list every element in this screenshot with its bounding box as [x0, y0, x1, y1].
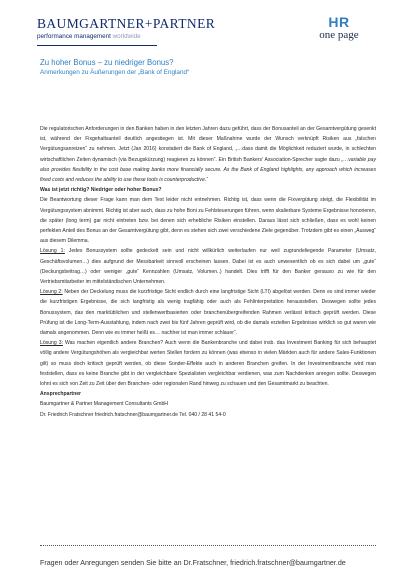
- footer-divider: [40, 545, 376, 546]
- contact-line: Dr. Friedrich Fratschner friedrich.fratschner@baumgartner.de Tel. 040 / 28 41 54-0: [40, 411, 226, 418]
- footer-text: Fragen oder Anregungen senden Sie bitte an Dr.Fratschner, friedrich.fratschner@baumgartner.de: [40, 559, 346, 567]
- intro-paragraph: [40, 124, 376, 185]
- solution-2-text: Neben der Deckelung muss die kurzfristige Sicht endlich durch eine langfristige Sicht (LTI) abgelöst werden. Denn es sind immer wieder die kurzfristigen Ergebnisse, die sich langfristig als wenig tragfähig oder auch als Fehlinterpretation herausstellen. Deswegen sollte jedes Bonussystem, das den marktüblichen und stellenwertbasierten oder branchenübergreifenden Rahmen verlässt kritisch geprüft werden. Diese Prüfung ist die Long-Term-Ausstahlung, indem nach zwei bis fünf Jahren geprüft wird, ob die damals erzielten Ergebnisse wirklich so gut waren wie damals angenommen. Denn wie es immer heißt es… nachher ist man immer schlauer“.: [40, 289, 376, 337]
- solution-1: [40, 246, 376, 287]
- document-subtitle: Anmerkungen zu Äußerungen der „Bank of England“: [40, 69, 190, 76]
- document-title: Zu hoher Bonus – zu niedriger Bonus?: [40, 58, 174, 67]
- answer-paragraph: Die Beantwortung dieser Frage kann man dem Text leider nicht entnehmen. Richtig ist, dass wenn die Fixvergütung steigt, die Flexibilität im Vergütungssystem abnimmt. Richtig ist aber auch, dass zu hohe Boni zu Fehlsteuerungen führen, wenn skalierbare Systeme Ergebnisse honorieren, die später (long term) gar nicht eintreten bzw. bei denen sich erhebliche Risiken einstellen. Daraus lässt sich schließen, dass es wohl keinen perfekten Anteil des Bonus an der Gesamtvergütung gibt, denn es stehen sich zwei verschiedene Ziele gegenüber. Trotzdem gibt es einen „Ausweg“ aus diesem Dilemma.: [40, 197, 376, 245]
- solution-3-text: Was machen eigentlich andere Branchen? Auch wenn die Bankenbranche und dabei insb. das Investment Banking für sich behauptet völlig andere Vergütungshöhen als vergleichbar werten Stellen fordern zu können (was ebenso in vielen Märkten auch für andere Sales-Funktionen gilt) so muss doch kritisch geprüft werden, ob diese Sonder-Effekte auch in anderen Branchen greifen. In der Investmentbranche wird man feststellen, dass es keine Branche gibt in der vergleichbare Spezialisten vergleichbar verdienen, was zum Nachdenken anregen sollte. Deswegen lohnt es sich von Zeit zu Zeit über den Branchen- oder regionalen Rand hinweg zu schauen und den Gesamtmarkt zu beachten.: [40, 340, 376, 388]
- intro-text: Die regulatorischen Anforderungen in den Banken haben in den letzten Jahren dazu geführt, dass der Bonusanteil an der Gesamtvergütung gesenkt ist, während der Fixgehaltsanteil deutlich angestiegen ist. Mit dieser Maßnahme wurde der Wunsch verknüpft Risiken aus „falschen Vergütungsanreizen“ zu nehmen. Jetzt (Jan 2016) konstatiert die Bank of England, „…dass damit die Möglichkeit reduziert wurde, in schlechten wirtschaftlichen Zeiten dynamisch (via Bezugskürzung) reagieren zu können“. Ein British Bankers' Association-Sprecher sagte dazu: [40, 126, 376, 163]
- contact-heading: Ansprechpartner: [40, 391, 82, 398]
- solution-3-label: Lösung 3:: [40, 340, 63, 347]
- hr-one-page-badge: [300, 16, 378, 41]
- logo-brand: BAUMGARTNER+PARTNER: [37, 16, 216, 31]
- question-heading: Was ist jetzt richtig? Niedriger oder hoher Bonus?: [40, 187, 162, 194]
- badge-one-page: one page: [319, 29, 359, 41]
- company-logo: [37, 16, 215, 40]
- logo-tagline-main: performance management: [37, 33, 111, 40]
- company-name: Baumgartner & Partner Management Consultants GmbH: [40, 401, 168, 408]
- solution-2: [40, 287, 376, 338]
- article-body: [40, 124, 376, 420]
- badge-hr: HR: [328, 14, 350, 30]
- solution-3: [40, 338, 376, 389]
- solution-1-label: Lösung 1:: [40, 248, 65, 255]
- solution-1-text: Jedes Bonussystem sollte gedeckelt sein und nicht willkürlich weiterlaufen nur weil zugrundeliegende Parameter (Umsatz, Geschäftsvolumen…) dies aufgrund der Messbarkeit sinnvoll erscheinen lassen. Dabei ist es auch unwesentlich ob es sich dabei um „gute“ (Deckungsbeitrag…) oder weniger „gute“ Kennzahlen (Umsatz, Volumen..) handelt. Dies trifft für den Banker genauso zu wie für den Vertriebsmitarbeiter im mittelständischen Unternehmen.: [40, 248, 377, 286]
- solution-2-label: Lösung 2:: [40, 289, 63, 296]
- intro-quote: „…variable pay also provides flexibility in the cost base making banks more financially secure. As the Bank of England highlights, any approach which increases fixed costs and reduces the ability to use these tools is counterproductive.“: [40, 156, 376, 184]
- logo-tagline: [37, 33, 215, 40]
- logo-underline: [37, 45, 157, 46]
- logo-tagline-suffix: worldwide: [112, 33, 141, 40]
